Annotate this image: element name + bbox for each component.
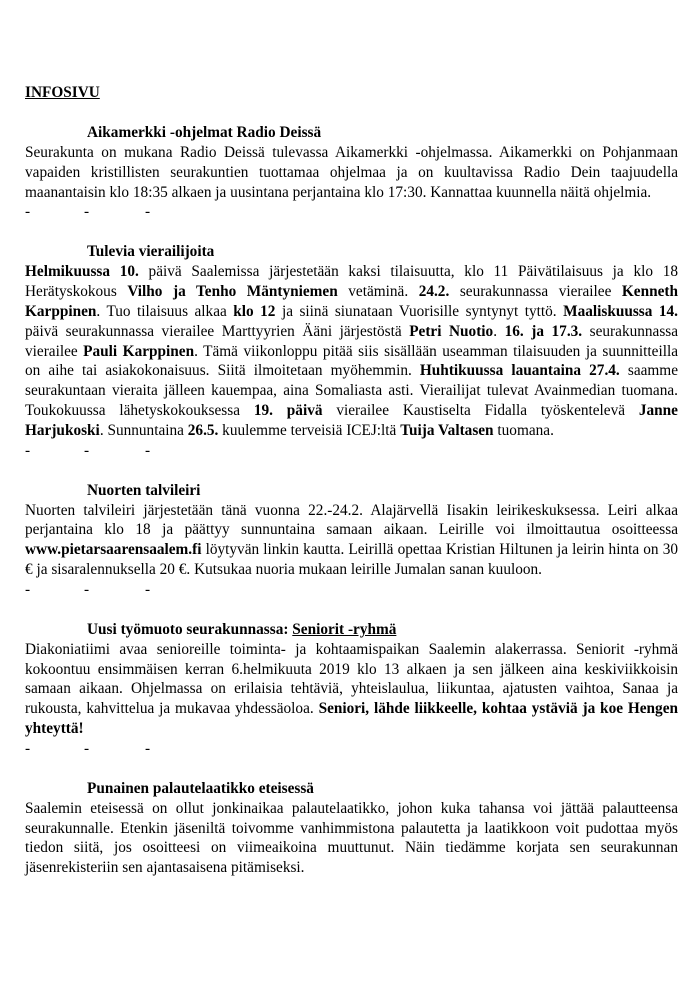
dash: - bbox=[25, 203, 31, 221]
body-text: kuulemme terveisiä ICEJ:ltä bbox=[218, 421, 401, 439]
bold-text: Tuija Valtasen bbox=[400, 421, 494, 439]
body-text: seurakunnassa vierailee bbox=[25, 322, 679, 360]
dash-separator bbox=[25, 202, 678, 222]
body-text: vetäminä. bbox=[337, 283, 419, 301]
body-text: . bbox=[493, 322, 505, 340]
body-text: Seurakunta on mukana Radio Deissä tulevassa Aikamerkki -ohjelmassa. Aikamerkki on Pohjanmaan vapaiden kristillisten seurakuntien tuottamaa ohjelmaa ja on kuultavissa Radio Dein taajuudella maanantaisin klo 18:35 alkaen ja uusintana perjantaina klo 17:30. Kannattaa kuunnella näitä ohjelmia. bbox=[25, 144, 678, 201]
dash: - bbox=[25, 580, 31, 598]
section-heading-text: Nuorten talvileiri bbox=[87, 481, 201, 499]
dash-separator bbox=[25, 739, 678, 759]
sections bbox=[25, 123, 678, 878]
section-heading bbox=[25, 620, 678, 640]
bold-text: Huhtikuussa lauantaina 27.4. bbox=[419, 362, 620, 380]
body-text: vierailee Kaustiselta Fidalla työskentelevä bbox=[322, 401, 639, 419]
section-body bbox=[25, 640, 678, 739]
section-body bbox=[25, 262, 678, 440]
body-text: . Tuo tilaisuus alkaa bbox=[96, 302, 234, 320]
dash: - bbox=[84, 441, 90, 459]
bold-text: Maaliskuussa 14. bbox=[563, 302, 678, 320]
body-text: ja siinä siunataan Vuorisille syntynyt tyttö. bbox=[275, 302, 564, 320]
bold-text: Seniori, lähde liikkeelle, kohtaa ystäviä ja koe Hengen yhteyttä! bbox=[25, 700, 678, 737]
body-text: Saalemin eteisessä on ollut jonkinaikaa palautelaatikko, johon kuka tahansa voi jättää palautteensa seurakunnalle. Etenkin jäseniltä toivomme vanhimmistona palautetta ja laatikkoon voit pudottaa myös tiedon siitä, jos osoitteesi on viimeaikoina muuttunut. Näin tiedämme korjata sen seurakunnan jäsenrekisteriin sen ajantasaisena pitämiseksi. bbox=[25, 799, 678, 877]
body-text: löytyvän linkin kautta. Leirillä opettaa Kristian Hiltunen ja leirin hinta on 30 € ja sisaralennuksella 20 €. Kutsukaa nuoria mukaan leirille Jumalan sanan kuuloon. bbox=[25, 541, 678, 578]
dash: - bbox=[145, 580, 151, 598]
section-4 bbox=[25, 779, 678, 878]
section-heading-underlined: Seniorit -ryhmä bbox=[292, 620, 397, 638]
dash: - bbox=[84, 739, 90, 757]
body-text: . Tämä viikonloppu pitää siis sisällään useamman tilaisuuden ja suunnitteilla on aihe tai asiakokonaisuus. Siitä ilmoitetaan myöhemmin. bbox=[25, 342, 678, 380]
section-body bbox=[25, 799, 678, 878]
dash: - bbox=[25, 739, 31, 757]
section-heading-text: Uusi työmuoto seurakunnassa: bbox=[87, 620, 293, 638]
bold-text: Kenneth Karppinen bbox=[25, 283, 678, 320]
section-0 bbox=[25, 123, 678, 222]
section-heading-text: Punainen palautelaatikko eteisessä bbox=[87, 779, 314, 797]
document-page bbox=[25, 83, 678, 878]
bold-text: Petri Nuotio bbox=[409, 322, 494, 340]
section-heading-text: Aikamerkki -ohjelmat Radio Deissä bbox=[87, 124, 322, 141]
section-1 bbox=[25, 242, 678, 460]
bold-text: 16. ja 17.3. bbox=[504, 322, 583, 340]
dash: - bbox=[84, 580, 90, 598]
body-text: . Sunnuntaina bbox=[99, 421, 188, 439]
bold-text: Pauli Karppinen bbox=[83, 342, 195, 360]
bold-text: www.pietarsaarensaalem.fi bbox=[25, 541, 202, 559]
bold-text: 24.2. bbox=[418, 283, 450, 301]
section-body bbox=[25, 501, 678, 580]
bold-text: 26.5. bbox=[187, 421, 219, 439]
section-heading bbox=[25, 123, 678, 143]
dash: - bbox=[145, 203, 151, 221]
bold-text: 19. päivä bbox=[253, 401, 323, 419]
dash: - bbox=[84, 203, 90, 221]
section-body bbox=[25, 143, 678, 202]
bold-text: Vilho ja Tenho Mäntyniemen bbox=[127, 283, 338, 301]
section-3 bbox=[25, 620, 678, 759]
body-text: tuomana. bbox=[493, 421, 554, 439]
bold-text: Helmikuussa 10. bbox=[25, 263, 139, 281]
section-2 bbox=[25, 481, 678, 600]
section-heading bbox=[25, 779, 678, 799]
section-heading bbox=[25, 481, 678, 501]
body-text: seurakunnassa vierailee bbox=[449, 283, 622, 301]
dash: - bbox=[145, 441, 151, 459]
section-heading-text: Tulevia vierailijoita bbox=[87, 243, 215, 261]
body-text: saamme seurakuntaan vieraita jälleen kauempaa, aina Somaliasta asti. Vierailijat tulevat Avainmedian tuomana. Toukokuussa lähetyskokouksessa bbox=[25, 362, 678, 419]
body-text: Nuorten talvileiri järjestetään tänä vuonna 22.-24.2. Alajärvellä Iisakin leirikeskuksessa. Leiri alkaa perjantaina klo 18 ja päättyy sunnuntaina samaan aikaan. Leirille voi ilmoittautua osoitteessa bbox=[25, 501, 678, 539]
body-text: päivä seurakunnassa vierailee Marttyyrien Ääni järjestöstä bbox=[25, 322, 410, 340]
bold-text: klo 12 bbox=[233, 302, 276, 320]
dash-separator bbox=[25, 441, 678, 461]
dash-separator bbox=[25, 580, 678, 600]
dash: - bbox=[25, 441, 31, 459]
section-heading bbox=[25, 242, 678, 262]
page-title: INFOSIVU bbox=[25, 84, 100, 101]
body-text: Diakoniatiimi avaa senioreille toiminta- ja kohtaamispaikan Saalemin alakerrassa. Seniorit -ryhmä kokoontuu ensimmäisen kerran 6.helmikuuta 2019 klo 13 alkaen ja sen jälkeen aina keskiviikkoisin samaan aikaan. Ohjelmassa on erilaisia tehtäviä, yhteislaulua, liikuntaa, ajatusten vaihtoa, Sanaa ja rukousta, kahvittelua ja mukavaa yhdessäoloa. bbox=[25, 640, 678, 718]
dash: - bbox=[145, 739, 151, 757]
body-text: päivä Saalemissa järjestetään kaksi tilaisuutta, klo 11 Päivätilaisuus ja klo 18 Herätyskokous bbox=[25, 263, 678, 301]
bold-text: Janne Harjukoski bbox=[25, 401, 678, 439]
